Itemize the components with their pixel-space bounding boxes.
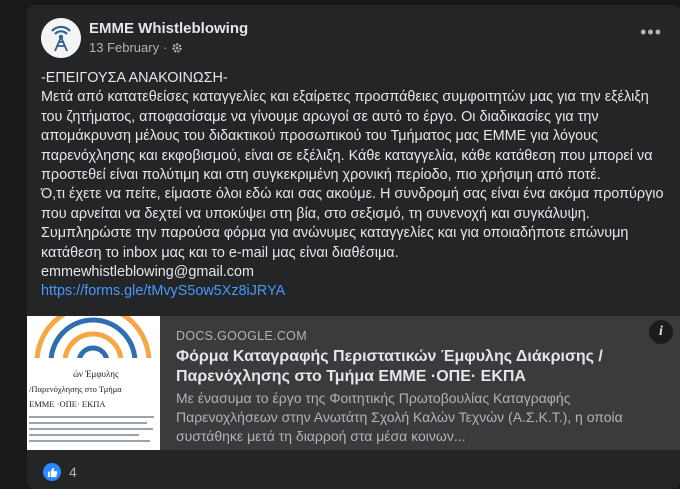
post-email: emmewhistleblowing@gmail.com — [41, 264, 254, 281]
reactions-bar[interactable] — [43, 463, 77, 481]
form-link[interactable]: https://forms.gle/tMvyS5ow5Xz8iJRYA — [41, 283, 286, 300]
more-options-icon[interactable]: ••• — [640, 22, 662, 42]
post-paragraph: Μετά από κατατεθείσες καταγγελίες και εξαίρετες προσπάθειες συμφοιτητών μας για την εξέλιξη του ζητήματος, αποφασίσαμε να γίνουμε αρωγοί σε αυτό το έργο. Οι διαδικασίες για την απομάκρυνση μέλους του διδακτικού προσωπικού του Τμήματος μας ΕΜΜΕ για λόγους παρενόχλησης και εκφοβισμού, είναι σε εξέλιξη. Κάθε καταγγελία, κάθε κατάθεση που μπορεί να προστεθεί είναι πολύτιμη και στη συγκεκριμένη χρονική περίοδο, πιο χρήσιμη από ποτέ. — [41, 89, 653, 184]
link-preview[interactable] — [27, 316, 680, 450]
post-body — [41, 69, 666, 302]
info-icon[interactable]: i — [649, 320, 673, 344]
preview-domain: DOCS.GOOGLE.COM — [176, 329, 307, 343]
post-card — [27, 5, 680, 489]
post-paragraph: Συμπληρώστε την παρούσα φόρμα για ανώνυμες καταγγελίες και για οποιαδήποτε επώνυμη κατάθεση το inbox μας και το e-mail μας είναι διαθέσιμα. — [41, 225, 629, 261]
avatar[interactable] — [41, 18, 81, 58]
thumb-line: ών Έμφυλης — [73, 369, 119, 379]
preview-thumbnail — [27, 316, 160, 450]
author-name[interactable]: EMME Whistleblowing — [89, 20, 249, 37]
gear-icon — [171, 42, 183, 54]
preview-description: Με ένασυμα το έργο της Φοιτητικής Πρωτοβουλίας Καταγραφής Παρενοχλήσεων στην Ανωτάτη Σχολή Καλών Τεχνών (Α.Σ.Κ.Τ.), η οποία συστάθηκε μετά τη διαρροή στα μέσα κοινων... — [176, 390, 623, 444]
post-paragraph: Ό,τι έχετε να πείτε, είμαστε όλοι εδώ και σας ακούμε. Η συνδρομή σας είναι ένα ακόμα προπύργιο που αρνείται να δεχτεί να υποκύψει στη βία, στο σεξισμό, τη συνενοχή και συγκάλυψη. — [41, 186, 664, 222]
broadcast-tower-icon — [41, 18, 81, 58]
reaction-count[interactable]: 4 — [69, 464, 77, 480]
preview-title[interactable]: Φόρμα Καταγραφής Περιστατικών Έμφυλης Διάκρισης / Παρενόχλησης στο Τμήμα ΕΜΜΕ ·ΟΠΕ· ΕΚΠΑ — [176, 348, 603, 385]
broadcast-logo-image — [27, 316, 160, 450]
post-date[interactable]: 13 February — [89, 40, 160, 55]
post-heading: -ΕΠΕΙΓΟΥΣΑ ΑΝΑΚΟΙΝΩΣΗ- — [41, 70, 228, 86]
thumb-line: ΕΜΜΕ ·ΟΠΕ· ΕΚΠΑ — [29, 399, 106, 409]
thumb-line: /Παρενόχλησης στο Τμήμα — [29, 384, 122, 394]
like-icon — [43, 463, 61, 481]
post-meta: 13 February · — [89, 40, 183, 55]
